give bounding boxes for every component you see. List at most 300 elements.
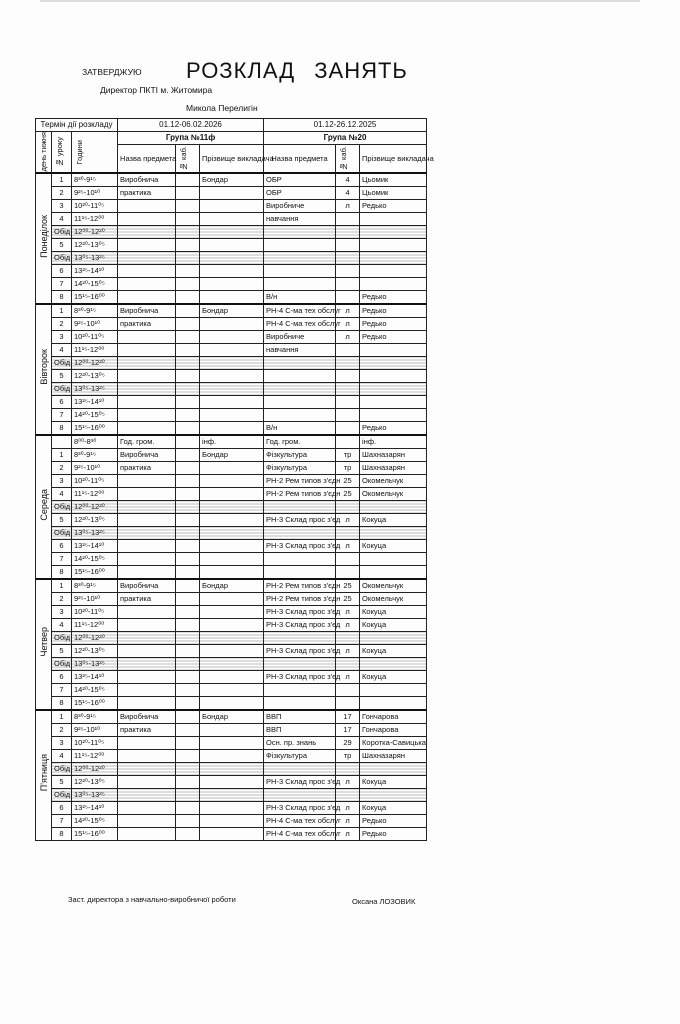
group2-room: л <box>336 644 360 657</box>
lesson-time: 12²⁰-13⁰⁵ <box>72 513 118 526</box>
group2-teacher: Шахназарян <box>360 448 427 461</box>
table-row <box>36 631 427 644</box>
group2-teacher: Редько <box>360 814 427 827</box>
col-num-header <box>52 132 72 173</box>
group1-room <box>176 199 200 212</box>
group2-teacher <box>360 762 427 775</box>
lesson-number: 1 <box>52 304 72 318</box>
col-room2-label: № каб. <box>339 145 349 172</box>
group2-room <box>336 683 360 696</box>
group2-subject: РН-3 Склад прос з'єд <box>264 513 336 526</box>
group2-room: 25 <box>336 592 360 605</box>
group1-room <box>176 762 200 775</box>
table-row <box>36 749 427 762</box>
group1-subject <box>118 251 176 264</box>
group1-room <box>176 749 200 762</box>
lesson-number: 3 <box>52 736 72 749</box>
group2-subject: РН-3 Склад прос з'єд <box>264 618 336 631</box>
table-row <box>36 552 427 565</box>
lesson-time: 14²⁰-15⁰⁵ <box>72 408 118 421</box>
lesson-time: 14²⁰-15⁰⁵ <box>72 552 118 565</box>
group2-subject: Фізкультура <box>264 749 336 762</box>
group1-subject: практика <box>118 317 176 330</box>
group2-room: л <box>336 827 360 840</box>
group2-subject: РН-3 Склад прос з'єд <box>264 539 336 552</box>
lesson-number: 4 <box>52 343 72 356</box>
group1-subject <box>118 408 176 421</box>
group2-room: 25 <box>336 474 360 487</box>
lesson-time: 12⁰⁰-12²⁰ <box>72 500 118 513</box>
group1-subject <box>118 696 176 710</box>
group1-teacher: інф. <box>200 435 264 449</box>
day-name-cell <box>36 304 52 435</box>
term-label: Термін дії розкладу <box>36 119 118 132</box>
lesson-time: 14²⁰-15⁰⁵ <box>72 277 118 290</box>
table-row <box>36 670 427 683</box>
group2-subject: Фізкультура <box>264 461 336 474</box>
group2-subject: РН-2 Рем типов з'єдн <box>264 474 336 487</box>
group2-subject <box>264 683 336 696</box>
group2-name: Група №20 <box>264 132 427 145</box>
group2-teacher <box>360 408 427 421</box>
group2-teacher <box>360 264 427 277</box>
group2-room: л <box>336 199 360 212</box>
group2-teacher <box>360 696 427 710</box>
lesson-time: 13⁰⁵-13²⁵ <box>72 382 118 395</box>
group2-subject <box>264 565 336 579</box>
group1-room <box>176 723 200 736</box>
lesson-time: 15¹⁵-16⁰⁰ <box>72 696 118 710</box>
lesson-number: 7 <box>52 552 72 565</box>
group1-subject <box>118 801 176 814</box>
table-row <box>36 448 427 461</box>
group1-teacher <box>200 395 264 408</box>
lesson-number: 5 <box>52 369 72 382</box>
group2-room: л <box>336 539 360 552</box>
group1-subject <box>118 670 176 683</box>
group2-teacher: Кокуца <box>360 539 427 552</box>
group1-room <box>176 618 200 631</box>
group1-room <box>176 670 200 683</box>
group1-subject <box>118 736 176 749</box>
table-row <box>36 199 427 212</box>
day-name-cell <box>36 579 52 710</box>
group2-room: л <box>336 304 360 318</box>
group2-room: тр <box>336 461 360 474</box>
group2-subject <box>264 696 336 710</box>
lesson-time: 10²⁰-11⁰⁵ <box>72 605 118 618</box>
group1-room <box>176 683 200 696</box>
group2-room: 25 <box>336 579 360 593</box>
group1-teacher: Бондар <box>200 710 264 724</box>
lesson-time: 10²⁰-11⁰⁵ <box>72 330 118 343</box>
col-room-label: № каб. <box>179 145 189 172</box>
group1-room <box>176 290 200 304</box>
lesson-number: 6 <box>52 539 72 552</box>
group2-room <box>336 696 360 710</box>
col-room-header <box>176 145 200 173</box>
group1-subject <box>118 369 176 382</box>
group1-teacher <box>200 670 264 683</box>
lesson-number: Обід <box>52 382 72 395</box>
group1-room <box>176 736 200 749</box>
lesson-time: 8⁰⁰-8³⁰ <box>72 435 118 449</box>
lesson-time: 9²⁵-10¹⁰ <box>72 461 118 474</box>
group1-teacher <box>200 513 264 526</box>
lesson-time: 9²⁵-10¹⁰ <box>72 317 118 330</box>
table-row <box>36 618 427 631</box>
lesson-time: 13²⁵-14¹⁰ <box>72 264 118 277</box>
lesson-number: 5 <box>52 644 72 657</box>
group2-subject <box>264 225 336 238</box>
group1-teacher <box>200 736 264 749</box>
group1-subject <box>118 382 176 395</box>
table-row <box>36 356 427 369</box>
group1-teacher <box>200 526 264 539</box>
group1-room <box>176 212 200 225</box>
lesson-time: 9²⁵-10¹⁰ <box>72 723 118 736</box>
group2-teacher: Кокуца <box>360 801 427 814</box>
group1-room <box>176 814 200 827</box>
group2-teacher: Редько <box>360 290 427 304</box>
group2-subject: РН-2 Рем типов з'єдн <box>264 487 336 500</box>
group2-subject <box>264 631 336 644</box>
group1-teacher <box>200 461 264 474</box>
lesson-time: 12²⁰-13⁰⁵ <box>72 775 118 788</box>
group1-room <box>176 474 200 487</box>
col-teacher2-header: Прізвище викладача <box>360 145 427 173</box>
group1-teacher <box>200 762 264 775</box>
lesson-time: 8³⁰-9¹⁵ <box>72 579 118 593</box>
group2-room <box>336 382 360 395</box>
lesson-number: 2 <box>52 723 72 736</box>
group1-subject <box>118 212 176 225</box>
group2-subject <box>264 500 336 513</box>
group2-teacher: Гончарова <box>360 710 427 724</box>
group1-room <box>176 238 200 251</box>
group1-subject <box>118 762 176 775</box>
lesson-number: Обід <box>52 356 72 369</box>
group2-teacher: Редько <box>360 304 427 318</box>
group1-teacher <box>200 814 264 827</box>
group2-teacher: Окомельчук <box>360 487 427 500</box>
group2-room <box>336 657 360 670</box>
lesson-time: 15¹⁵-16⁰⁰ <box>72 827 118 840</box>
group2-subject <box>264 762 336 775</box>
header-row-groups <box>36 132 427 145</box>
group1-room <box>176 186 200 199</box>
group1-room <box>176 264 200 277</box>
col-teacher-header: Прізвище викладача <box>200 145 264 173</box>
lesson-number: 7 <box>52 683 72 696</box>
group2-teacher: Редько <box>360 199 427 212</box>
group2-subject: РН-4 С-ма тех обслуг <box>264 827 336 840</box>
table-row <box>36 369 427 382</box>
lesson-time: 11¹⁵-12⁰⁰ <box>72 343 118 356</box>
group1-subject <box>118 814 176 827</box>
group2-subject: РН-2 Рем типов з'єдн <box>264 579 336 593</box>
group1-room <box>176 539 200 552</box>
group2-subject: РН-4 С-ма тех обслуг <box>264 304 336 318</box>
group2-room <box>336 369 360 382</box>
group1-room <box>176 461 200 474</box>
group1-subject: практика <box>118 186 176 199</box>
group1-teacher <box>200 330 264 343</box>
group1-teacher <box>200 827 264 840</box>
group1-subject <box>118 500 176 513</box>
group2-room: л <box>336 670 360 683</box>
lesson-time: 13⁰⁵-13²⁵ <box>72 526 118 539</box>
group2-teacher: Кокуца <box>360 644 427 657</box>
group1-subject <box>118 474 176 487</box>
lesson-time: 11¹⁵-12⁰⁰ <box>72 749 118 762</box>
lesson-number: Обід <box>52 225 72 238</box>
group1-room <box>176 421 200 435</box>
group1-teacher <box>200 343 264 356</box>
lesson-number: 6 <box>52 264 72 277</box>
lesson-time: 13²⁵-14¹⁰ <box>72 395 118 408</box>
group1-teacher: Бондар <box>200 304 264 318</box>
group1-room <box>176 487 200 500</box>
col-hours-label: Години <box>75 139 84 164</box>
lesson-time: 12⁰⁰-12²⁰ <box>72 631 118 644</box>
table-row <box>36 186 427 199</box>
table-row <box>36 827 427 840</box>
col-hours-header <box>72 132 118 173</box>
group2-subject <box>264 382 336 395</box>
group2-subject: РН-2 Рем типов з'єдн <box>264 592 336 605</box>
group1-room <box>176 330 200 343</box>
group2-teacher <box>360 212 427 225</box>
group2-room <box>336 290 360 304</box>
group2-room: тр <box>336 448 360 461</box>
table-row <box>36 539 427 552</box>
group1-room <box>176 801 200 814</box>
table-row <box>36 395 427 408</box>
group2-teacher <box>360 238 427 251</box>
group2-teacher: Кокуца <box>360 605 427 618</box>
group2-teacher <box>360 788 427 801</box>
lesson-number: 5 <box>52 513 72 526</box>
group1-subject <box>118 487 176 500</box>
group2-teacher <box>360 683 427 696</box>
table-row <box>36 683 427 696</box>
group2-room: л <box>336 330 360 343</box>
group1-room <box>176 788 200 801</box>
group1-teacher <box>200 565 264 579</box>
group1-room <box>176 827 200 840</box>
group2-teacher <box>360 631 427 644</box>
schedule-body <box>36 119 434 841</box>
group2-subject: РН-3 Склад прос з'єд <box>264 801 336 814</box>
group1-room <box>176 356 200 369</box>
lesson-number: Обід <box>52 500 72 513</box>
group1-teacher <box>200 788 264 801</box>
table-row <box>36 290 427 304</box>
group2-room: 4 <box>336 173 360 187</box>
table-row <box>36 474 427 487</box>
group2-room <box>336 277 360 290</box>
group1-subject: Год. гром. <box>118 435 176 449</box>
group2-room: 17 <box>336 723 360 736</box>
lesson-number: 3 <box>52 605 72 618</box>
group2-teacher: Окомельчук <box>360 592 427 605</box>
group1-subject: Виробнича <box>118 448 176 461</box>
group1-room <box>176 605 200 618</box>
group1-subject <box>118 565 176 579</box>
group1-subject <box>118 199 176 212</box>
lesson-time: 12⁰⁰-12²⁰ <box>72 356 118 369</box>
group2-teacher: Коротка-Савицька <box>360 736 427 749</box>
lesson-time: 12²⁰-13⁰⁵ <box>72 369 118 382</box>
group2-room: 17 <box>336 710 360 724</box>
group2-subject <box>264 369 336 382</box>
lesson-time: 8³⁰-9¹⁵ <box>72 173 118 187</box>
table-row <box>36 605 427 618</box>
group1-subject <box>118 827 176 840</box>
group1-teacher <box>200 683 264 696</box>
table-row <box>36 408 427 421</box>
table-row <box>36 343 427 356</box>
group1-room <box>176 251 200 264</box>
group2-dates: 01.12-26.12.2025 <box>264 119 427 132</box>
group2-teacher <box>360 395 427 408</box>
group2-subject <box>264 238 336 251</box>
group2-teacher: Шахназарян <box>360 749 427 762</box>
lesson-time: 11¹⁵-12⁰⁰ <box>72 487 118 500</box>
day-name: Четвер <box>39 627 49 657</box>
lesson-number: Обід <box>52 251 72 264</box>
col-num-label: № уроку <box>55 136 64 167</box>
group1-subject <box>118 264 176 277</box>
lesson-time: 8³⁰-9¹⁵ <box>72 448 118 461</box>
group1-teacher <box>200 474 264 487</box>
group1-teacher <box>200 500 264 513</box>
group1-subject <box>118 513 176 526</box>
group1-teacher <box>200 186 264 199</box>
group2-teacher: Окомельчук <box>360 474 427 487</box>
group2-room <box>336 435 360 449</box>
table-row <box>36 526 427 539</box>
group1-room <box>176 592 200 605</box>
group2-subject: РН-3 Склад прос з'єд <box>264 644 336 657</box>
group2-subject: ОБР <box>264 186 336 199</box>
lesson-time: 10²⁰-11⁰⁵ <box>72 199 118 212</box>
group1-teacher <box>200 487 264 500</box>
table-row <box>36 657 427 670</box>
group1-subject <box>118 788 176 801</box>
group2-teacher <box>360 657 427 670</box>
group2-subject: Фізкультура <box>264 448 336 461</box>
day-name: Вівторок <box>39 349 49 385</box>
group2-teacher: Кокуца <box>360 618 427 631</box>
group1-subject <box>118 749 176 762</box>
group2-room: л <box>336 618 360 631</box>
group2-teacher: Кокуца <box>360 513 427 526</box>
col-day-label: день тижня <box>39 132 48 172</box>
lesson-number: 6 <box>52 670 72 683</box>
group2-subject: Виробниче <box>264 330 336 343</box>
col-subject2-header: Назва предмета <box>264 145 336 173</box>
group2-teacher <box>360 251 427 264</box>
group2-teacher <box>360 526 427 539</box>
group1-teacher: Бондар <box>200 173 264 187</box>
group1-teacher <box>200 657 264 670</box>
group1-teacher <box>200 631 264 644</box>
group2-subject: ВВП <box>264 723 336 736</box>
lesson-number: 8 <box>52 421 72 435</box>
group2-room <box>336 408 360 421</box>
group1-subject <box>118 618 176 631</box>
group2-teacher: Шахназарян <box>360 461 427 474</box>
table-row <box>36 304 427 318</box>
lesson-time: 8³⁰-9¹⁵ <box>72 304 118 318</box>
group1-room <box>176 526 200 539</box>
group1-subject: Виробнича <box>118 579 176 593</box>
table-row <box>36 173 427 187</box>
lesson-number: 1 <box>52 448 72 461</box>
lesson-number: 8 <box>52 696 72 710</box>
lesson-time: 12²⁰-13⁰⁵ <box>72 238 118 251</box>
lesson-number: 6 <box>52 395 72 408</box>
group1-subject: Виробнича <box>118 710 176 724</box>
group1-room <box>176 408 200 421</box>
group1-subject <box>118 421 176 435</box>
group1-room <box>176 317 200 330</box>
group1-room <box>176 395 200 408</box>
table-row <box>36 710 427 724</box>
group2-room: л <box>336 605 360 618</box>
group2-subject: Год. гром. <box>264 435 336 449</box>
group1-subject <box>118 683 176 696</box>
lesson-number <box>52 435 72 449</box>
group1-teacher <box>200 618 264 631</box>
group1-room <box>176 696 200 710</box>
approve-label: ЗАТВЕРДЖУЮ <box>82 67 142 77</box>
lesson-number: 1 <box>52 173 72 187</box>
scan-edge <box>40 0 640 2</box>
group1-room <box>176 631 200 644</box>
lesson-number: 1 <box>52 579 72 593</box>
group2-room <box>336 552 360 565</box>
group2-room: 25 <box>336 487 360 500</box>
group1-room <box>176 565 200 579</box>
group1-subject <box>118 330 176 343</box>
director-name: Микола Перелигін <box>186 103 258 113</box>
lesson-number: Обід <box>52 526 72 539</box>
group1-subject <box>118 277 176 290</box>
lesson-number: 7 <box>52 814 72 827</box>
table-row <box>36 500 427 513</box>
page-title: РОЗКЛАД ЗАНЯТЬ <box>186 58 408 83</box>
group1-room <box>176 552 200 565</box>
lesson-number: 5 <box>52 238 72 251</box>
table-row <box>36 801 427 814</box>
group2-room <box>336 526 360 539</box>
group2-room <box>336 395 360 408</box>
group1-subject <box>118 644 176 657</box>
group2-room <box>336 500 360 513</box>
group2-subject: РН-3 Склад прос з'єд <box>264 775 336 788</box>
group2-teacher: Редько <box>360 827 427 840</box>
lesson-number: Обід <box>52 762 72 775</box>
group2-teacher <box>360 277 427 290</box>
group2-subject: Осн. пр. знань <box>264 736 336 749</box>
lesson-time: 15¹⁵-16⁰⁰ <box>72 421 118 435</box>
lesson-time: 14²⁰-15⁰⁵ <box>72 814 118 827</box>
group2-teacher <box>360 369 427 382</box>
table-row <box>36 565 427 579</box>
